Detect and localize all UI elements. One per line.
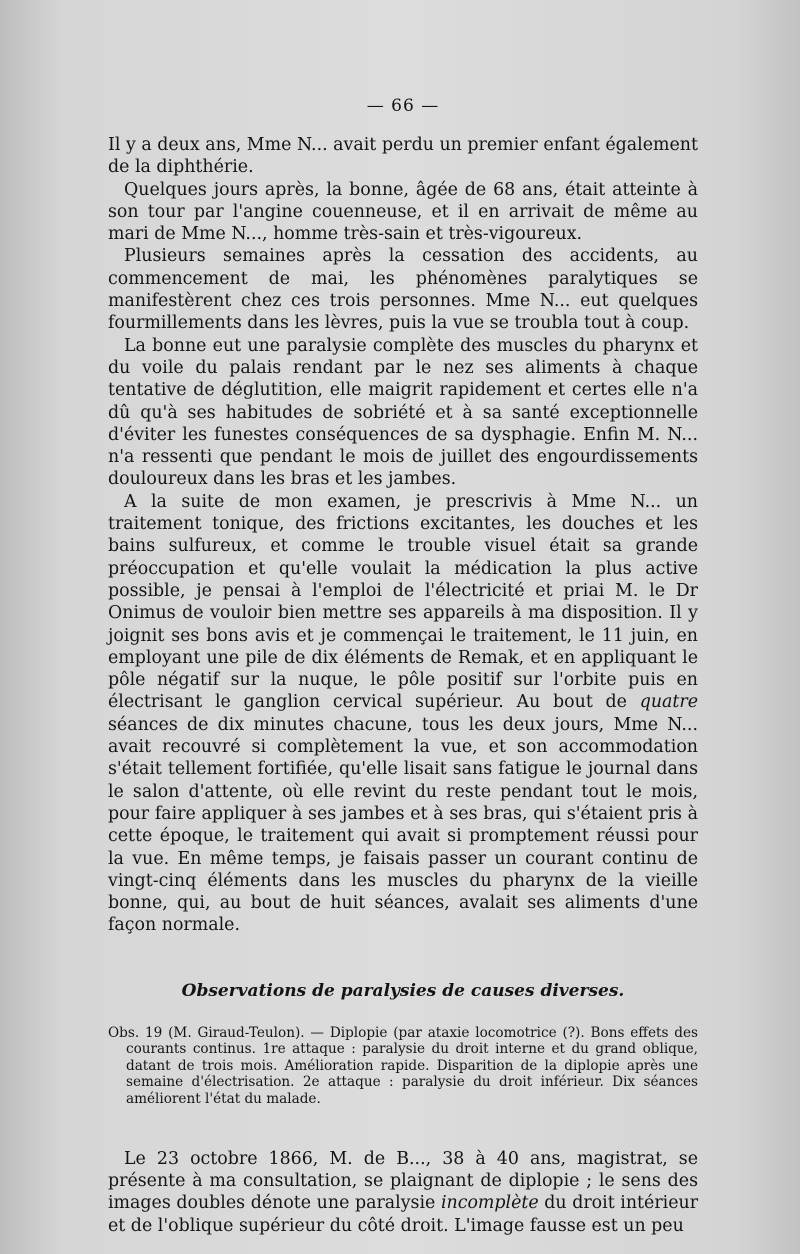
paragraph-2: Quelques jours après, la bonne, âgée de 68 ans, était atteinte à son tour par l'angine couenneuse, et il en arrivait de même au mari de Mme N..., homme très-sain et très-vigoureux. xyxy=(108,179,698,245)
paragraph-last-part-2: du droit intérieur et de l'oblique supérieur du côté droit. L'image fausse est un peu xyxy=(108,1193,699,1236)
paragraph-3: Plusieurs semaines après la cessation des accidents, au commencement de mai, les phénomènes paralytiques se manifestèrent chez ces trois personnes. Mme N... eut quelques fourmillements dans les lèvres, puis la vue se troubla tout à coup. xyxy=(108,246,698,334)
paragraph-last-italic: incomplète xyxy=(440,1193,539,1214)
paragraph-5-part-2: séances de dix minutes chacune, tous les deux jours, Mme N... avait recouvré si complètement la vue, et son accommodation s'était tellement fortifiée, qu'elle lisait sans fatigue le journal dans le salon d'attente, où elle revint du reste pendant tout le mois, pour faire appliquer à ses jambes et à ses bras, qui s'étaient pris à cette époque, le traitement qui avait si promptement réussi pour la vue. En même temps, je faisais passer un courant continu de vingt-cinq éléments dans les muscles du pharynx de la vieille bonne, qui, au bout de huit séances, avalait ses aliments d'une façon normale. xyxy=(108,714,698,936)
paragraph-5-part-1: A la suite de mon examen, je prescrivis à Mme N... un traitement tonique, des frictions excitantes, les douches et les bains sulfureux, et comme le trouble visuel était sa grande préoccupation et qu'elle voulait la médication la plus active possible, je pensai à l'emploi de l'électricité et priai M. le Dr Onimus de vouloir bien mettre ses appareils à ma disposition. Il y joignit ses bons avis et je commençai le traitement, le 11 juin, en employant une pile de dix éléments de Remak, et en appliquant le pôle négatif sur la nuque, le pôle positif sur l'orbite puis en électrisant le ganglion cervical supérieur. Au bout de xyxy=(108,491,698,713)
section-heading: Observations de paralysies de causes diverses. xyxy=(181,980,625,1001)
page-text xyxy=(108,96,698,1237)
paragraph-1: Il y a deux ans, Mme N... avait perdu un premier enfant également de la diphthérie. xyxy=(108,135,698,178)
paragraph-last xyxy=(108,1148,698,1237)
observation-summary: Obs. 19 (M. Giraud-Teulon). — Diplopie (par ataxie locomotrice (?). Bons effets des courants continus. 1re attaque : paralysie du droit interne et du grand oblique, datant de trois mois. Amélioration rapide. Disparition de la diplopie après une semaine d'électrisation. 2e attaque : paralysie du droit inférieur. Dix séances améliorent l'état du malade. xyxy=(108,1024,698,1108)
paragraph-5-italic: quatre xyxy=(639,692,699,713)
paragraph-last-part-1: Le 23 octobre 1866, M. de B..., 38 à 40 ans, magistrat, se présente à ma consultation, se plaignant de diplopie ; le sens des images doubles dénote une paralysie xyxy=(108,1148,698,1214)
paragraph-5 xyxy=(108,491,698,937)
paragraph-4: La bonne eut une paralysie complète des muscles du pharynx et du voile du palais rendant par le nez ses aliments à chaque tentative de déglutition, elle maigrit rapidement et certes elle n'a dû qu'à ses habitudes de sobriété et à sa santé exceptionnelle d'éviter les funestes conséquences de sa dysphagie. Enfin M. N... n'a ressenti que pendant le mois de juillet des engourdissements douloureux dans les bras et les jambes. xyxy=(108,335,698,490)
page-number: — 66 — xyxy=(366,96,440,116)
